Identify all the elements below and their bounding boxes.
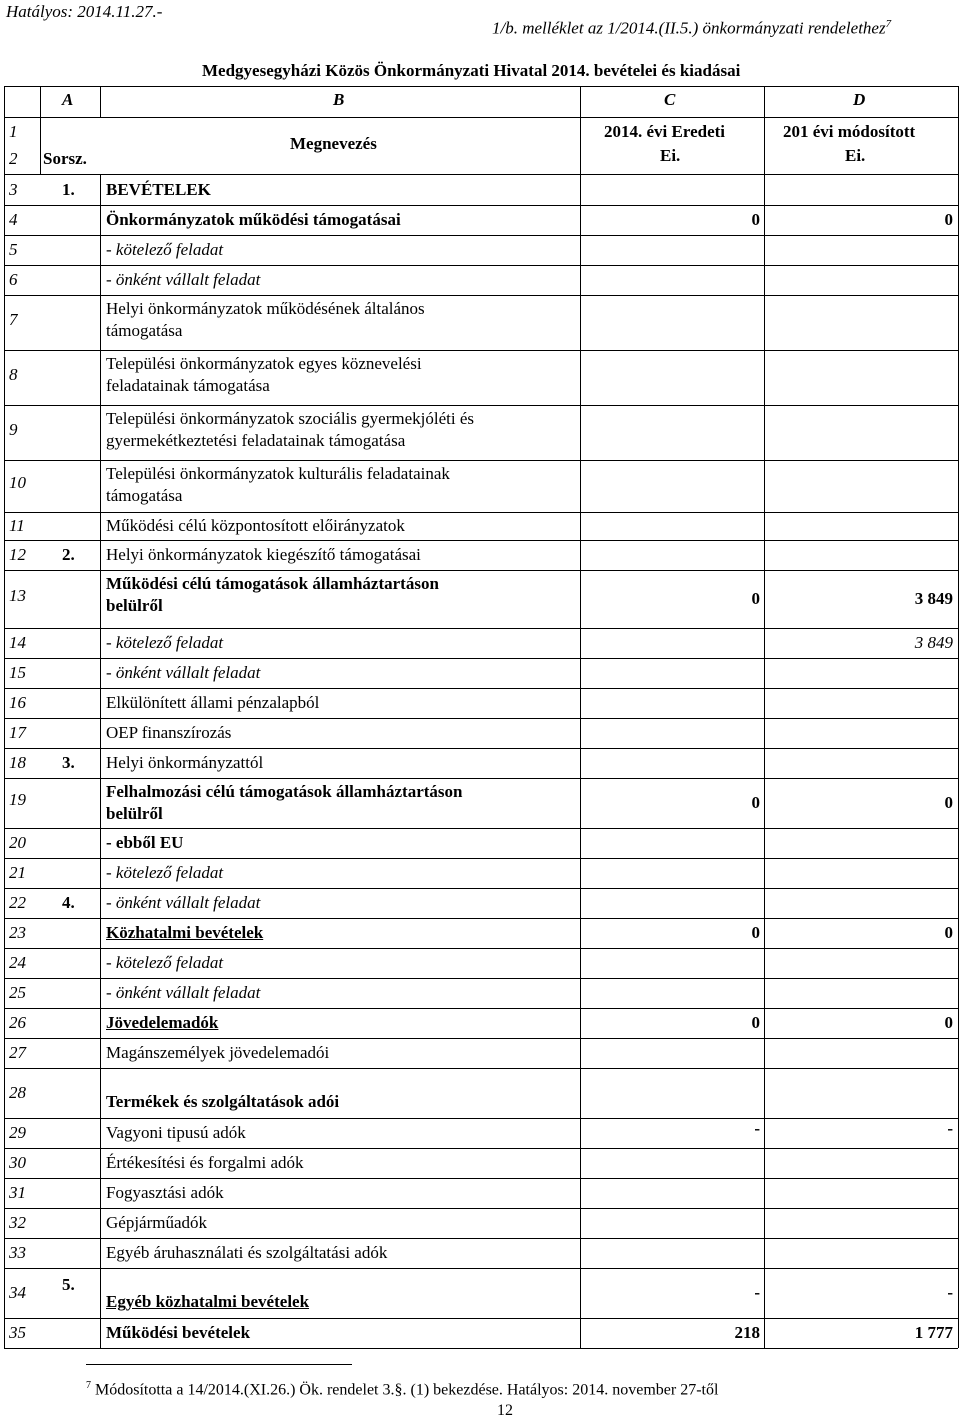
row-divider <box>4 1318 958 1319</box>
section-number: 3. <box>62 753 75 772</box>
row-number: 17 <box>9 723 26 742</box>
col-letter-b: B <box>333 90 345 109</box>
row-divider <box>4 1068 958 1069</box>
value-c: - <box>754 1119 760 1138</box>
row-label: Fogyasztási adók <box>106 1183 224 1202</box>
row-divider <box>4 1238 958 1239</box>
row-divider <box>4 235 958 236</box>
effective-date: Hatályos: 2014.11.27.- <box>6 2 163 21</box>
row-number: 29 <box>9 1123 26 1142</box>
row-label: Működési bevételek <box>106 1323 251 1342</box>
row-number: 21 <box>9 863 26 882</box>
row-divider <box>4 1118 958 1119</box>
value-c: 0 <box>751 793 760 812</box>
row-divider <box>4 1268 958 1269</box>
row-label-continued: feladatainak támogatása <box>106 376 270 395</box>
value-d: - <box>947 1119 953 1138</box>
value-d: 1 777 <box>914 1323 953 1342</box>
row-divider <box>4 978 958 979</box>
row-label: Települési önkormányzatok kulturális feladatainak <box>106 464 450 483</box>
row-number: 4 <box>9 210 18 229</box>
col-header-d-line2: Ei. <box>845 146 866 165</box>
col-letter-c: C <box>664 90 676 109</box>
row-divider <box>4 1148 958 1149</box>
row-number: 3 <box>9 179 18 199</box>
row-number: 18 <box>9 753 26 772</box>
row-number: 32 <box>9 1213 26 1232</box>
col-header-d-line1: 201 évi módosított <box>783 122 916 141</box>
row-divider <box>4 1038 958 1039</box>
column-divider <box>580 86 581 1348</box>
row-number: 11 <box>9 516 25 535</box>
row-label: - önként vállalt feladat <box>106 983 261 1002</box>
value-d: 3 849 <box>914 633 953 652</box>
row-label: Értékesítési és forgalmi adók <box>106 1153 304 1172</box>
row-divider <box>4 948 958 949</box>
row-divider <box>4 570 958 571</box>
row-label: - ebből EU <box>106 833 184 852</box>
row-divider <box>4 265 958 266</box>
row-divider <box>4 888 958 889</box>
row-number: 9 <box>9 419 18 439</box>
row-divider <box>4 205 958 206</box>
row-label: Közhatalmi bevételek <box>106 923 264 942</box>
row-label: - önként vállalt feladat <box>106 893 261 912</box>
row-divider <box>4 628 958 629</box>
row-label: Települési önkormányzatok szociális gyermekjóléti és <box>106 409 474 428</box>
row-label: Egyéb közhatalmi bevételek <box>106 1292 310 1311</box>
row-label: Gépjárműadók <box>106 1213 208 1232</box>
row-label: Magánszemélyek jövedelemadói <box>106 1043 330 1062</box>
row-number: 8 <box>9 364 18 384</box>
row-number: 20 <box>9 833 26 852</box>
row-number: 2 <box>9 149 18 168</box>
col-header-c-line1: 2014. évi Eredeti <box>604 122 726 141</box>
row-label-continued: belülről <box>106 596 163 615</box>
column-divider <box>100 86 101 117</box>
row-number: 5 <box>9 240 18 259</box>
row-label: - önként vállalt feladat <box>106 270 261 289</box>
value-d: 0 <box>944 793 953 812</box>
footnote-mark: 7 <box>86 1380 91 1391</box>
row-label: - kötelező feladat <box>106 863 224 882</box>
value-d: 3 849 <box>914 589 953 608</box>
row-divider <box>4 718 958 719</box>
row-label: Elkülönített állami pénzalapból <box>106 693 320 712</box>
row-label: - kötelező feladat <box>106 240 224 259</box>
section-number: 1. <box>62 179 75 199</box>
page-number: 12 <box>497 1402 513 1419</box>
column-divider <box>40 86 41 174</box>
row-label: Vagyoni tipusú adók <box>106 1123 246 1142</box>
row-number: 7 <box>9 309 18 329</box>
row-label: Működési célú központosított előirányzatok <box>106 516 405 535</box>
row-divider <box>4 778 958 779</box>
row-label: - kötelező feladat <box>106 953 224 972</box>
value-d: 0 <box>944 210 953 229</box>
row-number: 23 <box>9 923 26 942</box>
row-divider <box>4 828 958 829</box>
footnote-separator <box>86 1364 352 1365</box>
row-divider <box>4 658 958 659</box>
row-number: 35 <box>9 1323 26 1342</box>
row-number: 19 <box>9 790 26 809</box>
row-label-continued: támogatása <box>106 486 183 505</box>
row-divider <box>4 540 958 541</box>
row-label: Települési önkormányzatok egyes köznevelési <box>106 354 422 373</box>
col-letter-a: A <box>62 90 74 109</box>
row-divider <box>4 748 958 749</box>
row-number: 26 <box>9 1013 26 1032</box>
row-number: 1 <box>9 122 18 141</box>
value-c: - <box>754 1283 760 1302</box>
row-number: 6 <box>9 270 18 289</box>
row-number: 14 <box>9 633 26 652</box>
annex-reference <box>492 18 891 39</box>
value-d: 0 <box>944 923 953 942</box>
row-divider <box>4 405 958 406</box>
row-divider <box>4 460 958 461</box>
annex-footnote-mark: 7 <box>885 18 892 30</box>
table-border <box>4 86 958 87</box>
row-label: Helyi önkormányzatok működésének általános <box>106 299 425 318</box>
document-title: Medgyesegyházi Közös Önkormányzati Hivatal 2014. bevételei és kiadásai <box>202 61 741 80</box>
row-label-continued: támogatása <box>106 321 183 340</box>
row-label: - kötelező feladat <box>106 633 224 652</box>
row-divider <box>4 1178 958 1179</box>
row-divider <box>4 295 958 296</box>
table-border <box>4 117 958 118</box>
row-label: Jövedelemadók <box>106 1013 219 1032</box>
row-number: 25 <box>9 983 26 1002</box>
row-label: Termékek és szolgáltatások adói <box>106 1092 340 1111</box>
value-d: - <box>947 1283 953 1302</box>
row-label: Helyi önkormányzattól <box>106 753 264 772</box>
section-number: 5. <box>62 1275 75 1294</box>
row-number: 24 <box>9 953 26 972</box>
section-number: 2. <box>62 545 75 564</box>
value-c: 218 <box>734 1323 760 1342</box>
row-number: 10 <box>9 473 26 492</box>
row-label: Működési célú támogatások államháztartáson <box>106 574 439 593</box>
row-number: 34 <box>9 1283 26 1302</box>
row-divider <box>4 174 958 175</box>
row-label-continued: gyermekétkeztetési feladatainak támogatása <box>106 431 406 450</box>
row-number: 15 <box>9 663 26 682</box>
column-divider <box>100 174 101 1348</box>
row-label: Helyi önkormányzatok kiegészítő támogatásai <box>106 545 421 564</box>
row-divider <box>4 1208 958 1209</box>
value-c: 0 <box>751 210 760 229</box>
table-border <box>4 1348 958 1349</box>
row-number: 28 <box>9 1083 26 1102</box>
row-label: Önkormányzatok működési támogatásai <box>106 210 401 229</box>
row-label: Egyéb áruhasználati és szolgáltatási adók <box>106 1243 388 1262</box>
col-header-megnevezes: Megnevezés <box>290 134 377 153</box>
row-divider <box>4 512 958 513</box>
col-letter-d: D <box>853 90 866 109</box>
col-header-sorsz: Sorsz. <box>43 149 87 168</box>
row-number: 30 <box>9 1153 26 1172</box>
row-divider <box>4 350 958 351</box>
row-divider <box>4 688 958 689</box>
column-divider <box>764 86 765 1348</box>
column-divider <box>958 86 959 1348</box>
column-divider <box>4 86 5 1348</box>
value-d: 0 <box>944 1013 953 1032</box>
value-c: 0 <box>751 589 760 608</box>
row-number: 16 <box>9 693 26 712</box>
footnote <box>86 1380 718 1399</box>
row-number: 31 <box>9 1183 26 1202</box>
row-number: 27 <box>9 1043 26 1062</box>
footnote-text: Módosította a 14/2014.(XI.26.) Ök. rendelet 3.§. (1) bekezdése. Hatályos: 2014. november 27-től <box>91 1381 719 1399</box>
row-label: OEP finanszírozás <box>106 723 232 742</box>
section-number: 4. <box>62 893 75 912</box>
value-c: 0 <box>751 1013 760 1032</box>
row-number: 22 <box>9 893 26 912</box>
row-label: BEVÉTELEK <box>106 179 211 199</box>
row-number: 13 <box>9 586 26 605</box>
value-c: 0 <box>751 923 760 942</box>
row-divider <box>4 858 958 859</box>
row-label-continued: belülről <box>106 804 163 823</box>
row-number: 12 <box>9 545 26 564</box>
row-label: Felhalmozási célú támogatások államháztartáson <box>106 782 463 801</box>
row-label: - önként vállalt feladat <box>106 663 261 682</box>
annex-text: 1/b. melléklet az 1/2014.(II.5.) önkormányzati rendelethez <box>492 18 886 38</box>
col-header-c-line2: Ei. <box>660 146 681 165</box>
row-divider <box>4 918 958 919</box>
row-number: 33 <box>9 1243 26 1262</box>
row-divider <box>4 1008 958 1009</box>
